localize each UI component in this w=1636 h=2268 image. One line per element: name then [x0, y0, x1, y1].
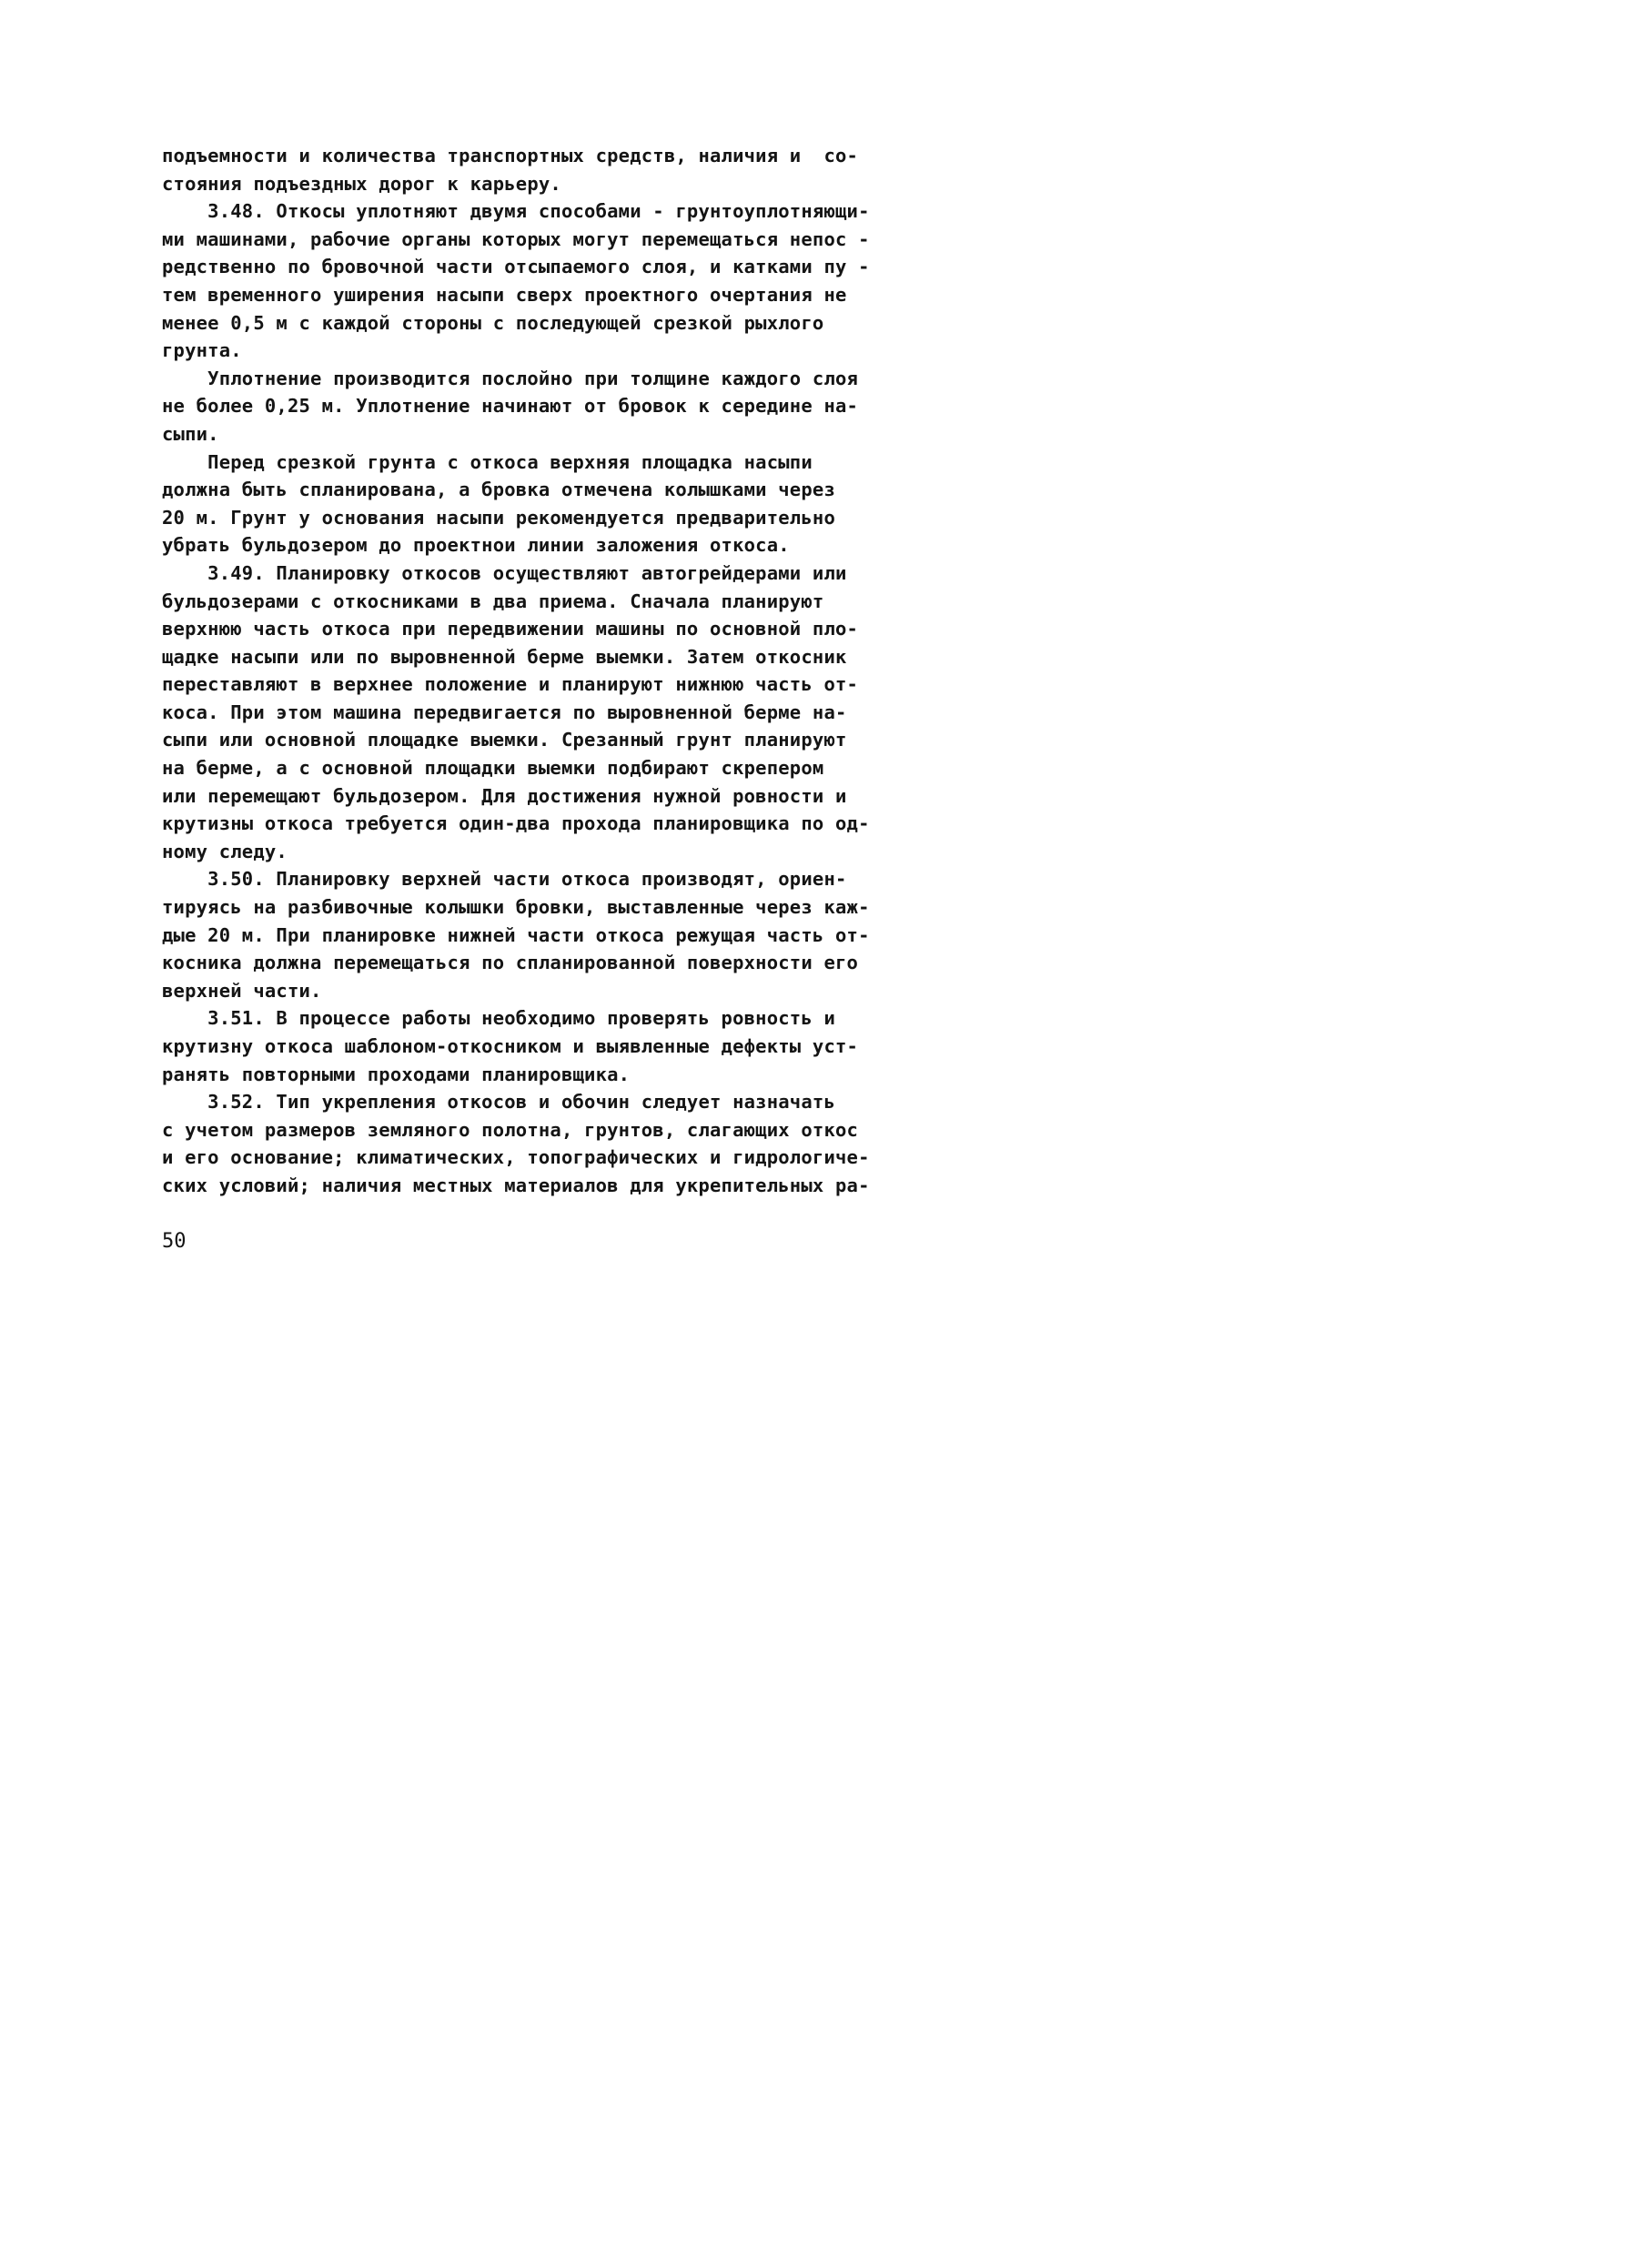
text-line: Перед срезкой грунта с откоса верхняя площадка насыпи	[162, 450, 813, 473]
text-line: менее 0,5 м с каждой стороны с последующей срезкой рыхлого	[162, 311, 824, 334]
text-line: крутизну откоса шаблоном-откосником и выявленные дефекты уст-	[162, 1035, 859, 1057]
text-line: дые 20 м. При планировке нижней части откоса режущая часть от-	[162, 923, 870, 946]
text-line: Уплотнение производится послойно при толщине каждого слоя	[162, 367, 859, 389]
text-line: сыпи или основной площадке выемки. Срезанный грунт планируют	[162, 729, 847, 751]
text-line: тем временного уширения насыпи сверх проектного очертания не	[162, 283, 847, 306]
text-line: ми машинами, рабочие органы которых могут перемещаться непос -	[162, 227, 870, 250]
body-text	[162, 142, 899, 1200]
text-line: 3.51. В процессе работы необходимо проверять ровность и	[162, 1007, 835, 1030]
text-line: стояния подъездных дорог к карьеру.	[162, 172, 561, 195]
text-line: верхней части.	[162, 979, 322, 1002]
text-line: редственно по бровочной части отсыпаемого слоя, и катками пу -	[162, 256, 870, 278]
text-line: должна быть спланирована, а бровка отмечена колышками через	[162, 479, 835, 501]
text-line: 3.49. Планировку откосов осуществляют автогрейдерами или	[162, 561, 847, 584]
text-line: с учетом размеров земляного полотна, грунтов, слагающих откос	[162, 1118, 859, 1141]
text-line: бульдозерами с откосниками в два приема. Сначала планируют	[162, 590, 824, 612]
text-line: 3.50. Планировку верхней части откоса производят, ориен-	[162, 868, 847, 891]
text-line: не более 0,25 м. Уплотнение начинают от бровок к середине на-	[162, 395, 859, 418]
text-line: ному следу.	[162, 840, 288, 862]
text-line: ранять повторными проходами планировщика.	[162, 1063, 631, 1085]
text-line: или перемещают бульдозером. Для достижения нужной ровности и	[162, 784, 847, 807]
text-line: грунта.	[162, 339, 242, 362]
text-line: 3.52. Тип укрепления откосов и обочин следует назначать	[162, 1091, 835, 1114]
text-line: крутизны откоса требуется один-два прохода планировщика по од-	[162, 812, 870, 835]
text-line: подъемности и количества транспортных средств, наличия и со-	[162, 145, 859, 166]
text-line: сыпи.	[162, 422, 219, 445]
text-line: щадке насыпи или по выровненной берме выемки. Затем откосник	[162, 645, 847, 668]
page-number: 50	[162, 1230, 187, 1253]
text-line: и его основание; климатических, топографических и гидрологиче-	[162, 1146, 870, 1169]
text-line: 3.48. Откосы уплотняют двумя способами - грунтоуплотняющи-	[162, 200, 870, 223]
text-line: ских условий; наличия местных материалов для укрепительных ра-	[162, 1174, 870, 1196]
text-line: 20 м. Грунт у основания насыпи рекомендуется предварительно	[162, 506, 835, 529]
text-line: коса. При этом машина передвигается по выровненной берме на-	[162, 701, 847, 723]
text-line: убрать бульдозером до проектнои линии заложения откоса.	[162, 534, 790, 557]
text-line: верхнюю часть откоса при передвижении машины по основной пло-	[162, 618, 859, 640]
text-line: переставляют в верхнее положение и планируют нижнюю часть от-	[162, 673, 859, 696]
text-line: косника должна перемещаться по спланированной поверхности его	[162, 952, 859, 974]
text-line: на берме, а с основной площадки выемки подбирают скрепером	[162, 757, 824, 780]
document-page	[0, 0, 1032, 1430]
text-line: тируясь на разбивочные колышки бровки, выставленные через каж-	[162, 896, 870, 919]
